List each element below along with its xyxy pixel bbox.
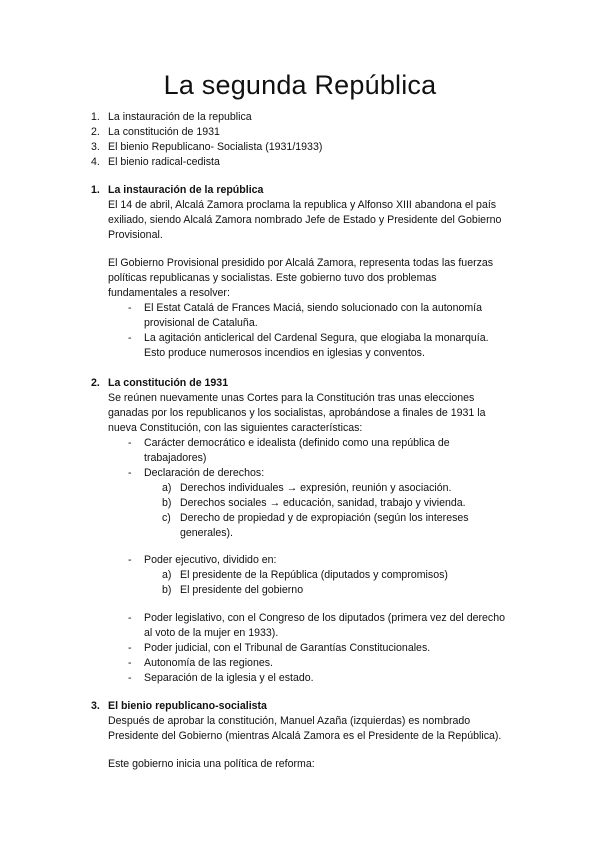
paragraph-line: exiliado, siendo Alcalá Zamora nombrado Jefe de Estado y Presidente del Gobierno [108, 214, 502, 226]
list-item: El Estat Catalá de Frances Maciá, siendo solucionado con la autonomía [144, 302, 483, 314]
paragraph-line: Provisional. [108, 229, 163, 241]
sub-marker: a) [162, 482, 172, 494]
sub-item: Derechos sociales → educación, sanidad, trabajo y vivienda. [180, 497, 466, 509]
toc-number: 3. [91, 141, 100, 153]
list-item: Autonomía de las regiones. [144, 657, 273, 669]
page-title: La segunda República [163, 70, 437, 100]
section-heading: La constitución de 1931 [108, 377, 229, 389]
list-item: Poder ejecutivo, dividido en: [144, 554, 277, 566]
section-heading: La instauración de la república [108, 184, 264, 196]
list-item: Separación de la iglesia y el estado. [144, 672, 314, 684]
section-heading: El bienio republicano-socialista [108, 700, 267, 712]
sub-item: El presidente del gobierno [180, 584, 304, 596]
section-number: 3. [91, 700, 100, 712]
paragraph-line: El Gobierno Provisional presidido por Alcalá Zamora, representa todas las fuerzas [108, 257, 494, 269]
paragraph-line: fundamentales a resolver: [108, 287, 230, 299]
paragraph-line: ganadas por los republicanos y los socialistas, aprobándose a finales de 1931 la [108, 407, 486, 419]
sub-marker: c) [162, 512, 171, 524]
bullet-dash: - [128, 554, 132, 566]
sub-item: Derechos individuales → expresión, reunión y asociación. [180, 482, 452, 494]
bullet-dash: - [128, 672, 132, 684]
list-item: Declaración de derechos: [144, 467, 265, 479]
paragraph-line: Este gobierno inicia una política de reforma: [108, 758, 315, 770]
list-item: La agitación anticlerical del Cardenal Segura, que elogiaba la monarquía. [144, 332, 489, 344]
section-number: 2. [91, 377, 100, 389]
list-item: al voto de la mujer en 1933). [144, 627, 279, 639]
toc-item: El bienio radical-cedista [108, 156, 220, 168]
bullet-dash: - [128, 302, 132, 314]
bullet-dash: - [128, 332, 132, 344]
paragraph-line: nueva Constitución, con las siguientes características: [108, 422, 363, 434]
bullet-dash: - [128, 642, 132, 654]
toc-item: La constitución de 1931 [108, 126, 220, 138]
toc-number: 4. [91, 156, 100, 168]
paragraph-line: El 14 de abril, Alcalá Zamora proclama la republica y Alfonso XIII abandona el país [108, 199, 497, 211]
sub-marker: b) [162, 584, 172, 596]
toc-item: El bienio Republicano- Socialista (1931/1933) [108, 141, 323, 153]
paragraph-line: Después de aprobar la constitución, Manuel Azaña (izquierdas) es nombrado [108, 715, 471, 727]
paragraph-line: Se reúnen nuevamente unas Cortes para la Constitución tras unas elecciones [108, 392, 475, 404]
sub-item: generales). [180, 527, 233, 539]
toc-number: 1. [91, 111, 100, 123]
bullet-dash: - [128, 657, 132, 669]
bullet-dash: - [128, 467, 132, 479]
list-item: Poder judicial, con el Tribunal de Garantías Constitucionales. [144, 642, 431, 654]
toc-number: 2. [91, 126, 100, 138]
list-item: Esto produce numerosos incendios en iglesias y conventos. [144, 347, 425, 359]
paragraph-line: políticas republicanas y socialistas. Este gobierno tuvo dos problemas [108, 272, 437, 284]
sub-item: Derecho de propiedad y de expropiación (según los intereses [180, 512, 469, 524]
paragraph-line: Presidente del Gobierno (mientras Alcalá Zamora es el Presidente de la República). [108, 730, 502, 742]
section-number: 1. [91, 184, 100, 196]
bullet-dash: - [128, 437, 132, 449]
list-item: Poder legislativo, con el Congreso de los diputados (primera vez del derecho [144, 612, 505, 624]
list-item: provisional de Cataluña. [144, 317, 258, 329]
list-item: trabajadores) [144, 452, 207, 464]
sub-marker: b) [162, 497, 172, 509]
sub-marker: a) [162, 569, 172, 581]
sub-item: El presidente de la República (diputados y compromisos) [180, 569, 448, 581]
bullet-dash: - [128, 612, 132, 624]
toc-item: La instauración de la republica [108, 111, 252, 123]
list-item: Carácter democrático e idealista (definido como una república de [144, 437, 450, 449]
